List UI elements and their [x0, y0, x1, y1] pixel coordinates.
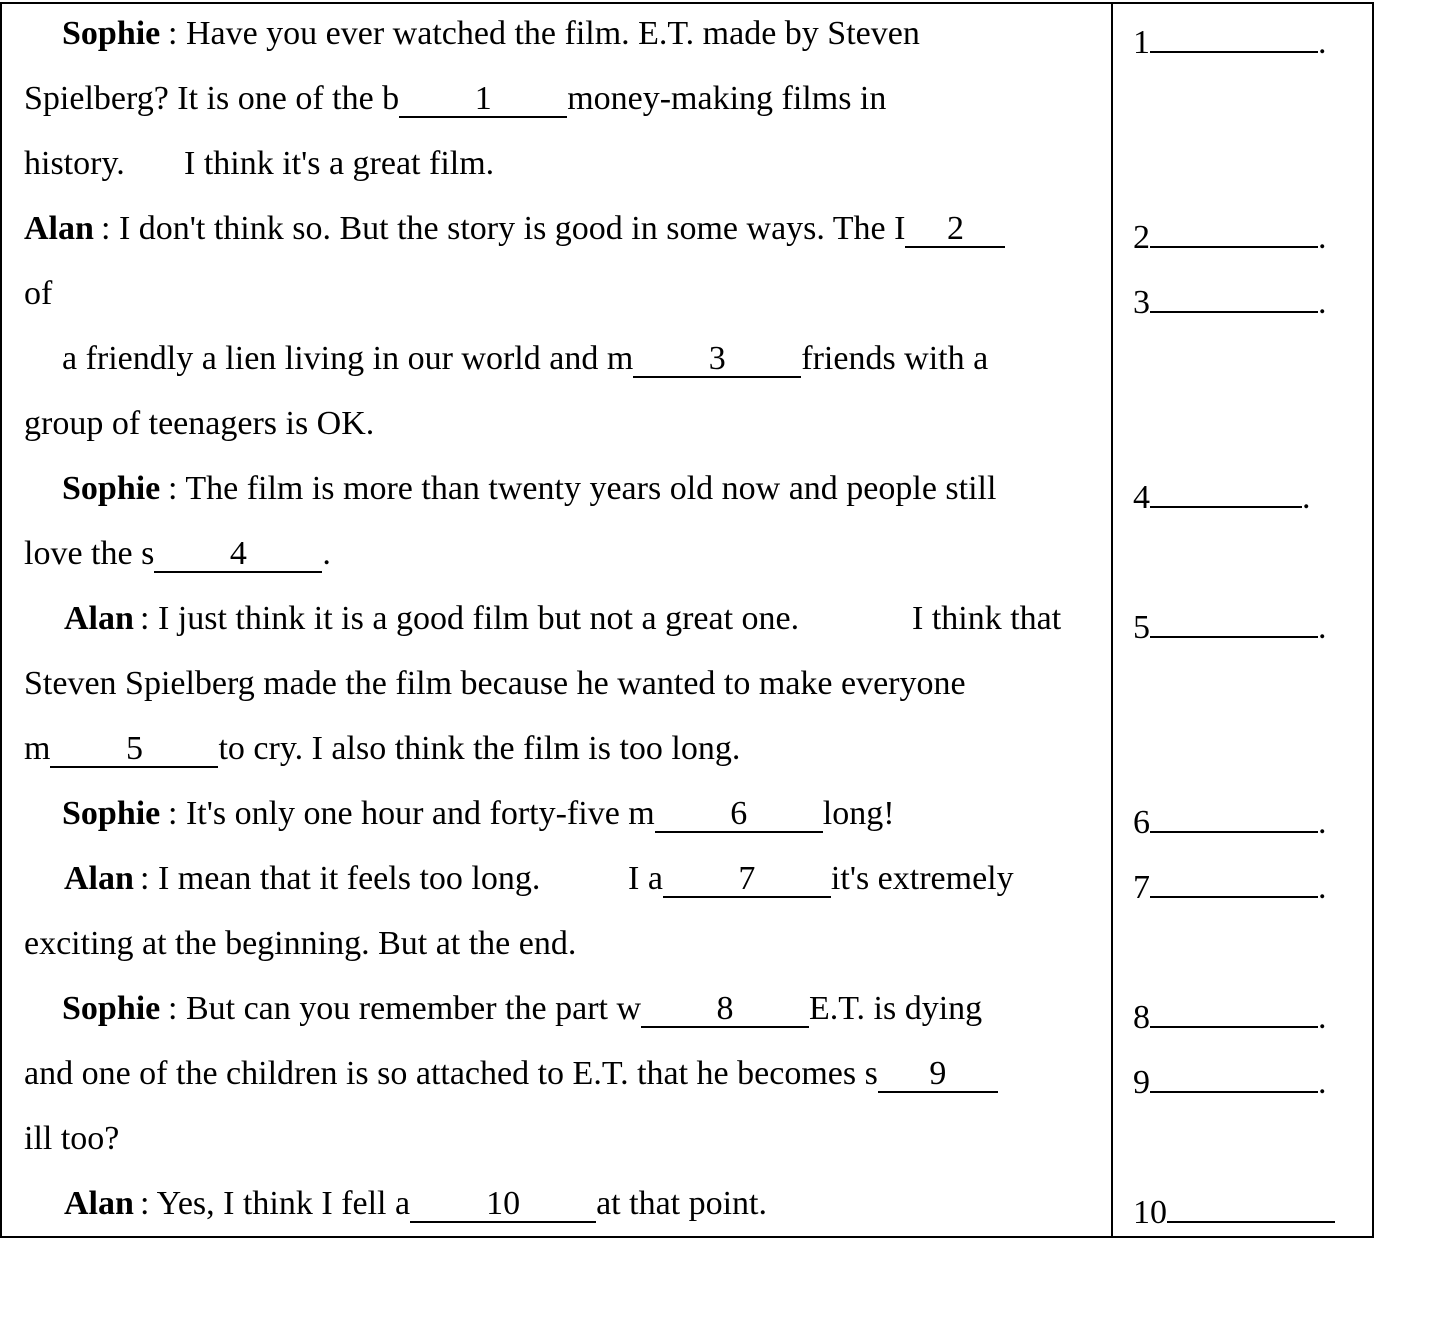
line-text: I think it's a great film.: [184, 145, 495, 182]
answer-blank[interactable]: [1150, 992, 1318, 1028]
line-text: [24, 537, 331, 573]
blank-6[interactable]: 6: [655, 797, 823, 833]
answer-number: 7: [1133, 869, 1150, 906]
text-before-blank: I a: [628, 860, 663, 897]
line-text: [628, 862, 1014, 898]
answer-blank[interactable]: [1150, 797, 1318, 833]
dialogue-line: [0, 1120, 120, 1187]
answer-slot: [1133, 472, 1311, 516]
answer-slot: [1133, 17, 1327, 61]
dialogue-line: [0, 405, 375, 472]
dialogue-line: [0, 665, 966, 732]
answer-slot: [1133, 797, 1327, 841]
line-text: I think that: [912, 600, 1062, 637]
answer-slot: [1133, 862, 1327, 906]
dialogue-line: [0, 860, 1014, 927]
answer-blank[interactable]: [1150, 602, 1318, 638]
answer-number: 2: [1133, 219, 1150, 256]
answer-slot: [1133, 277, 1327, 321]
answer-number: 10: [1133, 1194, 1167, 1231]
line-text: ill too?: [24, 1120, 120, 1157]
text-after-blank: at that point.: [596, 1185, 768, 1222]
line-text: [24, 82, 886, 118]
line-text: Steven Spielberg made the film because he wanted to make everyone: [24, 665, 966, 702]
dialogue-line: [0, 275, 53, 342]
line-text: [62, 342, 988, 378]
answer-number: 5: [1133, 609, 1150, 646]
text-after-blank: E.T. is dying: [809, 990, 983, 1027]
speaker-name: Alan: [64, 1185, 134, 1222]
answer-end: .: [1318, 869, 1327, 906]
answer-blank[interactable]: [1150, 277, 1318, 313]
text-before-blank: Spielberg? It is one of the b: [24, 80, 400, 117]
text-after-blank: to cry. I also think the film is too long.: [218, 730, 741, 767]
blank-3[interactable]: 3: [633, 342, 801, 378]
line-text: [168, 797, 895, 833]
line-text: of: [24, 275, 53, 312]
line-text: group of teenagers is OK.: [24, 405, 375, 442]
answer-blank[interactable]: [1150, 1057, 1318, 1093]
dialogue-line: [0, 535, 331, 602]
line-text: [140, 1187, 767, 1223]
speaker-name: Sophie: [62, 470, 161, 507]
answer-blank[interactable]: [1150, 17, 1318, 53]
dialogue-line: [0, 1185, 768, 1252]
line-text: [101, 212, 1005, 248]
blank-8[interactable]: 8: [641, 992, 809, 1028]
blank-1[interactable]: 1: [399, 82, 567, 118]
text-before-blank: a friendly a lien living in our world and m: [62, 340, 634, 377]
answer-slot: [1133, 1057, 1327, 1101]
answer-end: .: [1318, 24, 1327, 61]
text-before-blank: : It's only one hour and forty-five m: [168, 795, 655, 832]
line-text: [24, 732, 740, 768]
answer-blank[interactable]: [1167, 1187, 1335, 1223]
speaker-name: Alan: [64, 600, 134, 637]
answer-number: 4: [1133, 479, 1150, 516]
dialogue-line: [0, 925, 577, 992]
line-text: : Have you ever watched the film. E.T. made by Steven: [168, 15, 920, 52]
answer-end: .: [1318, 609, 1327, 646]
dialogue-line: [0, 15, 920, 82]
answer-number: 8: [1133, 999, 1150, 1036]
blank-5[interactable]: 5: [50, 732, 218, 768]
answer-slot: [1133, 602, 1327, 646]
text-before-blank: : I don't think so. But the story is good in some ways. The I: [101, 210, 906, 247]
dialogue-line: [0, 600, 1062, 667]
answer-number: 6: [1133, 804, 1150, 841]
answer-end: .: [1318, 219, 1327, 256]
line-text: [168, 992, 982, 1028]
blank-9[interactable]: 9: [878, 1057, 998, 1093]
dialogue-line: [0, 1055, 947, 1122]
answer-number: 9: [1133, 1064, 1150, 1101]
blank-4[interactable]: 4: [154, 537, 322, 573]
dialogue-line: [0, 470, 997, 537]
text-before-blank: love the s: [24, 535, 155, 572]
answer-number: 3: [1133, 284, 1150, 321]
answer-blank[interactable]: [1150, 472, 1302, 508]
answer-end: .: [1302, 479, 1311, 516]
answer-blank[interactable]: [1150, 862, 1318, 898]
dialogue-line: [0, 145, 495, 212]
dialogue-line: [0, 210, 964, 277]
text-before-blank: : Yes, I think I fell a: [140, 1185, 411, 1222]
column-divider: [1111, 2, 1113, 1238]
text-before-blank: and one of the children is so attached to E.T. that he becomes s: [24, 1055, 878, 1092]
answer-end: .: [1318, 804, 1327, 841]
answer-slot: [1133, 212, 1327, 256]
answer-slot: [1133, 992, 1327, 1036]
dialogue-line: [0, 730, 741, 797]
blank-2[interactable]: 2: [905, 212, 1005, 248]
speaker-name: Alan: [24, 210, 94, 247]
speaker-name: Sophie: [62, 795, 161, 832]
line-text: exciting at the beginning. But at the end.: [24, 925, 577, 962]
blank-7[interactable]: 7: [663, 862, 831, 898]
line-text: [24, 1057, 998, 1093]
answer-blank[interactable]: [1150, 212, 1318, 248]
dialogue-line: [0, 340, 989, 407]
answer-slot: [1133, 1187, 1335, 1231]
text-before-blank: m: [24, 730, 51, 767]
text-after-blank: friends with a: [801, 340, 989, 377]
line-text: : The film is more than twenty years old now and people still: [168, 470, 997, 507]
dialogue-line: [0, 795, 895, 862]
dialogue-line: [0, 990, 983, 1057]
answer-number: 1: [1133, 24, 1150, 61]
answer-end: .: [1318, 999, 1327, 1036]
text-after-blank: it's extremely: [830, 860, 1014, 897]
line-text: : I mean that it feels too long.: [140, 860, 541, 897]
speaker-name: Alan: [64, 860, 134, 897]
blank-10[interactable]: 10: [410, 1187, 596, 1223]
text-before-blank: : But can you remember the part w: [168, 990, 642, 1027]
dialogue-line: [0, 80, 887, 147]
line-text: : I just think it is a good film but not a great one.: [140, 600, 800, 637]
line-text: history.: [24, 145, 125, 182]
text-after-blank: money-making films in: [567, 80, 887, 117]
speaker-name: Sophie: [62, 15, 161, 52]
answer-end: .: [1318, 284, 1327, 321]
text-after-blank: long!: [822, 795, 895, 832]
answer-end: .: [1318, 1064, 1327, 1101]
speaker-name: Sophie: [62, 990, 161, 1027]
text-after-blank: .: [322, 535, 331, 572]
